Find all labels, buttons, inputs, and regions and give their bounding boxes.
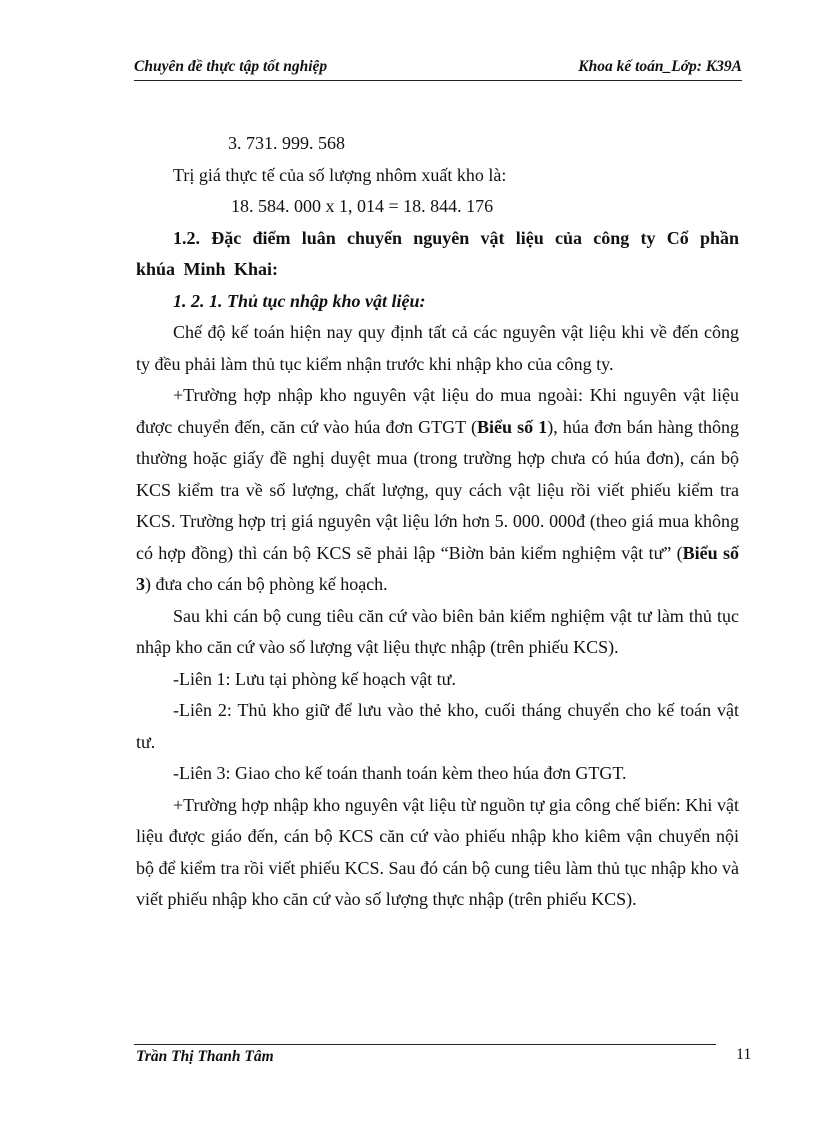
- calculation-line: 18. 584. 000 x 1, 014 = 18. 844. 176: [231, 196, 494, 216]
- document-body: [136, 128, 739, 916]
- paragraph-procedure: Sau khi cán bộ cung tiêu căn cứ vào biên bản kiểm nghiệm vật tư làm thủ tục nhập kho căn cứ vào số lượng vật liệu thực nhập (trên phiếu KCS).: [136, 605, 739, 657]
- copy-2-item: -Liên 2: Thủ kho giữ để lưu vào thẻ kho, cuối tháng chuyển cho kế toán vật tư.: [136, 700, 739, 752]
- paragraph-regulation: Chế độ kế toán hiện nay quy định tất cả các nguyên vật liệu khi về đến công ty đều phải làm thủ tục kiểm nhận trước khi nhập kho của công ty.: [136, 322, 739, 374]
- paragraph-text: +Trường hợp nhập kho nguyên vật liệu do mua ngoài: Khi nguyên vật liệu được chuyển đến, căn cứ vào húa đơn GTGT (: [136, 385, 739, 437]
- footer-author: Trần Thị Thanh Tâm: [136, 1048, 274, 1065]
- copy-1-item: -Liên 1: Lưu tại phòng kế hoạch vật tư.: [173, 668, 456, 689]
- form-reference-3: Biểu số 3: [136, 542, 739, 594]
- form-reference-1: Biểu số 1: [476, 416, 548, 437]
- paragraph-processing-case: +Trường hợp nhập kho nguyên vật liệu từ nguồn tự gia công chế biến: Khi vật liệu được giáo đến, cán bộ KCS căn cứ vào phiếu nhập kho kiêm vận chuyển nội bộ để kiểm tra rồi viết phiếu KCS. Sau đó cán bộ cung tiêu làm thủ tục nhập kho và viết phiếu nhập kho căn cứ vào số lượng thực nhập (trên phiếu KCS).: [136, 794, 739, 909]
- header-document-title: Chuyên đề thực tập tốt nghiệp: [134, 58, 328, 75]
- copy-3-item: -Liên 3: Giao cho kế toán thanh toán kèm theo húa đơn GTGT.: [173, 763, 627, 783]
- footer-divider: [134, 1044, 716, 1045]
- page-number: 11: [736, 1046, 752, 1063]
- header-department: Khoa kế toán_Lớp: K39A: [578, 58, 742, 75]
- paragraph-purchase-case: [136, 380, 739, 601]
- total-value-line: 3. 731. 999. 568: [228, 133, 345, 153]
- page-header: [134, 58, 742, 81]
- value-intro-paragraph: Trị giá thực tế của số lượng nhôm xuất kho là:: [173, 164, 507, 185]
- subsection-heading: 1. 2. 1. Thủ tục nhập kho vật liệu:: [173, 290, 426, 311]
- paragraph-text: ) đưa cho cán bộ phòng kế hoạch.: [145, 574, 388, 594]
- paragraph-text: ), húa đơn bán hàng thông thường hoặc giấy đề nghị duyệt mua (trong trường hợp chưa có húa đơn), cán bộ KCS kiểm tra về số lượng, chất lượng, quy cách vật liệu rồi viết phiếu kiểm tra KCS. Trường hợp trị giá nguyên vật liệu lớn hơn 5. 000. 000đ (theo giá mua không có hợp đồng) thì cán bộ KCS sẽ phải lập “Biờn bản kiểm nghiệm vật tư” (: [136, 416, 740, 563]
- section-heading: 1.2. Đặc điểm luân chuyển nguyên vật liệu của công ty Cổ phần khúa Minh Khai:: [136, 227, 739, 279]
